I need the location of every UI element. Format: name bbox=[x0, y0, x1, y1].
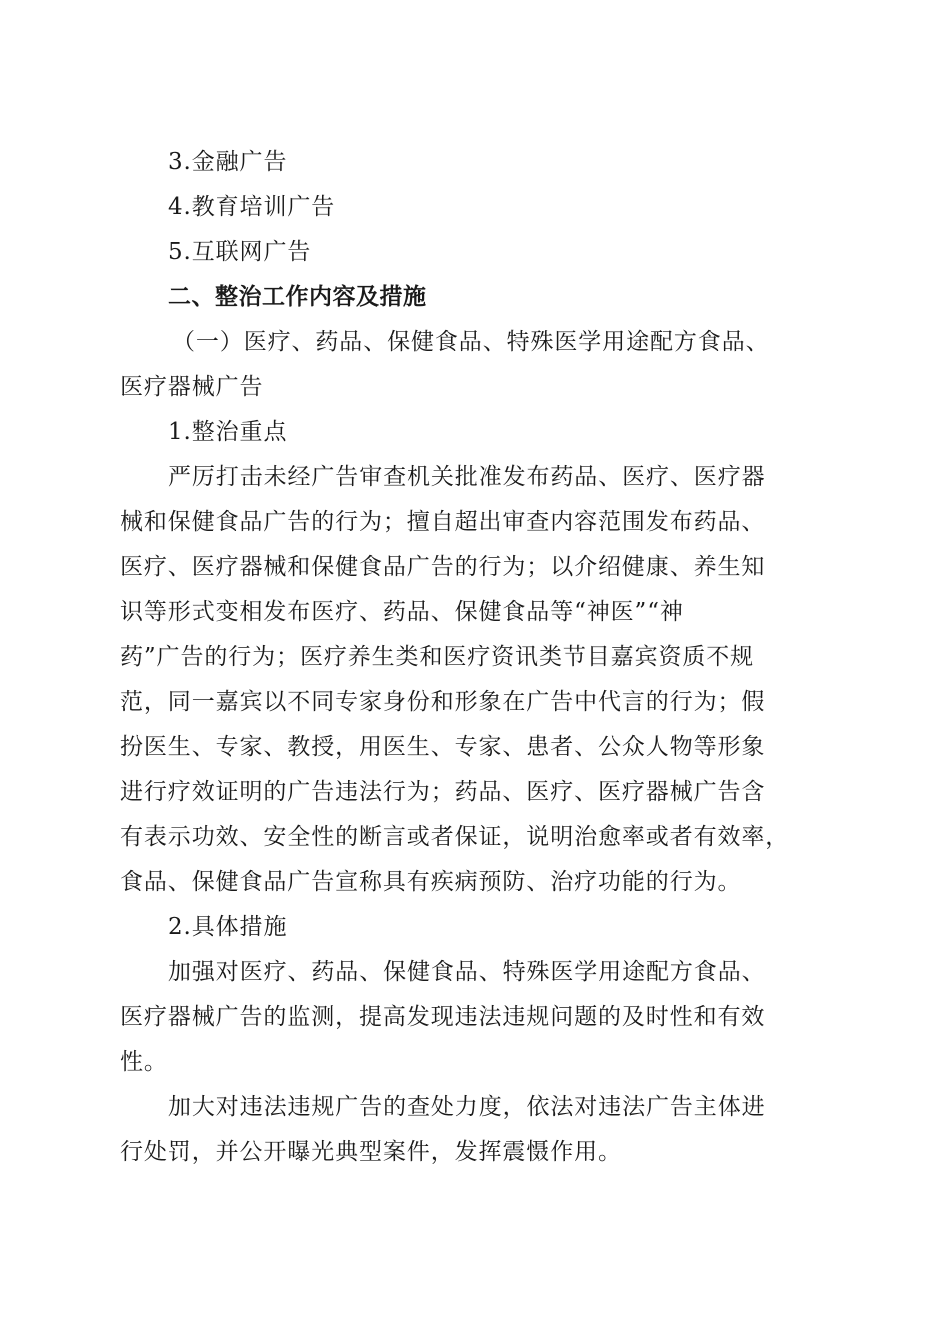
paragraph-line: 食品、保健食品广告宣称具有疾病预防、治疗功能的行为。 bbox=[120, 869, 742, 895]
paragraph-line: 加强对医疗、药品、保健食品、特殊医学用途配方食品、 bbox=[168, 959, 766, 985]
paragraph-line: 药”广告的行为；医疗养生类和医疗资讯类节目嘉宾资质不规 bbox=[120, 644, 755, 670]
point-title: 1.整治重点 bbox=[168, 419, 288, 445]
paragraph-line: 医疗器械广告的监测，提高发现违法违规问题的及时性和有效 bbox=[120, 1004, 766, 1030]
list-item: 4.教育培训广告 bbox=[168, 194, 336, 220]
paragraph-line: 行处罚，并公开曝光典型案件，发挥震慑作用。 bbox=[120, 1139, 622, 1165]
paragraph-line: 有表示功效、安全性的断言或者保证，说明治愈率或者有效率， bbox=[120, 824, 790, 850]
paragraph-line: 严厉打击未经广告审查机关批准发布药品、医疗、医疗器 bbox=[168, 464, 766, 490]
paragraph-line: 进行疗效证明的广告违法行为；药品、医疗、医疗器械广告含 bbox=[120, 779, 766, 805]
section-heading: 二、整治工作内容及措施 bbox=[168, 284, 427, 310]
paragraph-line: 医疗、医疗器械和保健食品广告的行为；以介绍健康、养生知 bbox=[120, 554, 766, 580]
paragraph-line: 加大对违法违规广告的查处力度，依法对违法广告主体进 bbox=[168, 1094, 766, 1120]
list-item: 3.金融广告 bbox=[168, 149, 288, 175]
subsection-heading-line: （一）医疗、药品、保健食品、特殊医学用途配方食品、 bbox=[172, 329, 770, 355]
paragraph-line: 械和保健食品广告的行为；擅自超出审查内容范围发布药品、 bbox=[120, 509, 766, 535]
list-item: 5.互联网广告 bbox=[168, 239, 312, 265]
subsection-heading-line: 医疗器械广告 bbox=[120, 374, 264, 400]
point-title: 2.具体措施 bbox=[168, 914, 288, 940]
paragraph-line: 识等形式变相发布医疗、药品、保健食品等“神医”“神 bbox=[120, 599, 684, 625]
paragraph-line: 性。 bbox=[120, 1049, 168, 1075]
paragraph-line: 范，同一嘉宾以不同专家身份和形象在广告中代言的行为；假 bbox=[120, 689, 766, 715]
paragraph-line: 扮医生、专家、教授，用医生、专家、患者、公众人物等形象 bbox=[120, 734, 766, 760]
